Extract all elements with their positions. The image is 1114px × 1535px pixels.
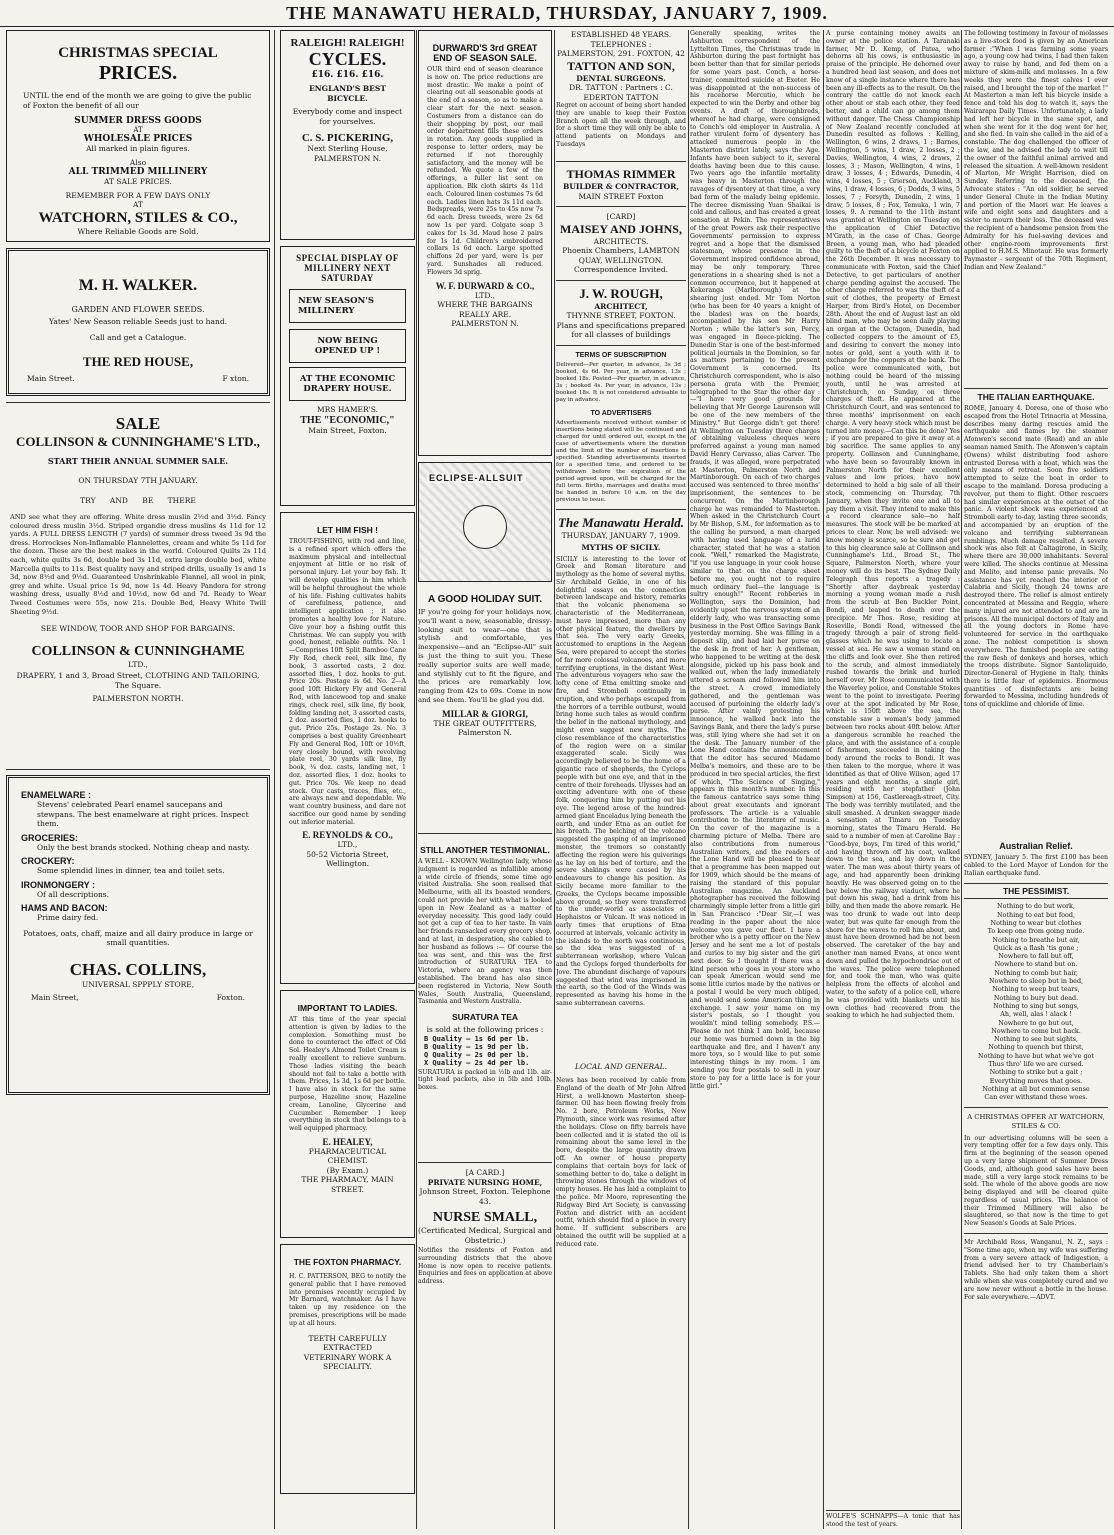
section-text: Some splendid lines in dinner, tea and toilet sets. — [37, 866, 225, 875]
tea-price: X Quality — 2s 4d per lb. — [424, 1058, 530, 1067]
firm-name: E. REYNOLDS & CO., — [302, 830, 393, 841]
sale-items: AND see what they are offering. White dress muslin 2½d and 3½d. Fancy coloured dress muslin 3½d. Striped organdie dress muslins 4s 11d for 12 yards. A FULL DRESS LENGTH (7 yards) of summer dress tweed 3s 9d the dress. Horrockses Non-Inflamable Flannelettes, cream and white 5s 11d for the dozen. These are the best makes in the world. Coloured Quilts 2s 11d each, white quilts 3s 6d, double bed 3s 11d, extra large double bed, white Marcella quilts to 11s. Best quality navy and striped drills, usually 1s and 1s 3d, now 8½d and 9½d. Guaranteed Unshrinkable Flannel, all wool in pink, grey and white. Usual price 1s 9d, now 1s 4d. Heavy Pandora for strong washing dress, usually 8½d and 10½d, now 6d and 7d. Ready to Wear Tweed Costumes were 55s, now 21s. Double Bed, Heavy White Twill Sheeting 9½d. — [10, 513, 266, 616]
address: Main Street. — [27, 374, 75, 383]
article-body: SYDNEY, January 5. The first £100 has been cabled to the Lord Mayor of London for the Italian earthquake fund. — [964, 854, 1108, 877]
divider — [964, 1107, 1108, 1108]
ad-line: ALL TRIMMED MILLINERY — [68, 167, 208, 177]
tea-heading: SURATURA TEA — [451, 1012, 519, 1023]
poem-line: Nowhere to sleep but in bed, — [988, 977, 1084, 986]
town: PALMERSTON N. — [451, 319, 519, 329]
divider — [556, 206, 686, 207]
ad-body: H. C. PATTERSON, BEG to notify the general public that I have removed into premises recently occupied by Mr Barnard, watchmaker. As I have taken up my residence on the premises, prescriptions will be made up at all hours. — [289, 1273, 406, 1327]
town: Foxton. — [216, 993, 245, 1002]
ad-title: SPECIAL DISPLAY OF MILLINERY NEXT SATURDAY — [296, 253, 399, 283]
firm-ltd: LTD., — [337, 840, 358, 850]
firm-sub: UNIVERSAL SPPPLY STORE, — [81, 979, 195, 989]
poem-line: Nothing to do but work, — [997, 902, 1075, 911]
card-label: [A CARD.] — [465, 1168, 505, 1177]
tea-packing: SURATURA is packed in ½lb and 1lb. air-tight lead packets, also in 5lb and 10lb. boxes. — [418, 1068, 552, 1092]
firm-sub: ARCHITECT, — [594, 301, 648, 311]
column-rule — [274, 30, 275, 1529]
divider — [556, 509, 686, 510]
tatton-dentists-ad — [556, 30, 686, 156]
ad-title: M. H. WALKER. — [78, 277, 198, 294]
tea-price: B Quality — 1s 6d per lb. — [424, 1034, 530, 1043]
sale-ad — [6, 408, 270, 764]
column-6 — [826, 30, 960, 1531]
poem-line: Everything moves that goes. — [989, 1076, 1083, 1085]
firm-name: TATTON AND SON, — [567, 58, 675, 73]
ad-line: AT — [133, 126, 143, 134]
ad-line: AT — [132, 200, 143, 209]
news-items: A purse containing money awaits an owner at the police station. A Taranaki farmer, Mr D. Kemp, of Patea, who dehorns all his cows, is enthusiastic in praise of the principle. He dehorned over a hundred head last season, and does not know of a single instance where there has been any ill-effects as to the result. On the contrary the cattle do not knock each other about or stab each other, they feed better, and a child can go among them without danger. The Chess Championship of New Zealand recently concluded at Dunedin resulted as follows : Kelling, Wellington, 6 wins, 2 draws, 1 ; Barnes, Wellington, 5 wins, 1 draw, 2 losses, 2 ; Davies, Wellington, 4 wins, 2 draws, 2 losses, 3 ; Mason, Wellington, 4 wins, 1 draw, 3 losses, 4 ; Edwards, Dunedin, 4 wins, 4 losses, 5 ; Grierson, Auckland, 3 wins, 1 draw, 4 losses, 6 ; Dodds, 3 wins, 5 losses, 7 ; Forsyth, Dunedin, 2 wins, 1 draw, 5 losses, 8 ; Fox, Temuka, 1 win, 7 losses, 9. A remand to the 11th instant was granted at Wellington on Tuesday on the application of Chief Detective M'Grath, in the case of Chas. George Breen, a young man, who had pleaded guilty to the theft of a bicycle at Foxton on the 26th December. It was necessary to communicate with Foxton, said the Chief Detective, to get particulars of another charge pending against the accused. The other charge referred to was the theft of a suit of clothes, the property of Ernest Harper, from Bird's Hotel, on December 28th. About the end of August last an old blind man, who may be seen daily playing an organ at the Octagon, Dunedin, had collected coppers to the amount of £5, and desiring to convert the money into notes or gold, sent a youth with it to exchange for the coppers at the bank. The police were communicated with, but nothing could be heard of the missing youth, until he was arrested at Christchurch, on Sunday, on three charges of theft. He appeared at the Christchurch Court, and was sentenced to three months' imprisonment on each charge. A very heavy stock which must be turned into money.—Can this be done? Yes ; if you are prepared to give it away at a big sacrifice. The same applies to any property. Collinson and Cunninghame, who have been so favourably known in Palmerston North for their excellent values and low prices, have now determined to hold a big sale of all their stock, commencing on Thursday, 7th January, when they invite one and all to pay them a visit. They intend to make this a record clearance sale—no half measures. The stock will be be marked at prices to clear. Now, be well advised: we know money is scarce, so be sure and get to this big clearance sale at Collinson and Cunninghame's Ltd., Broad St., The Square, Palmerston North, where your money will do its best. The Sydney Daily Telegraph thus reports a tragedy : "Shortly after daybreak yesterday morning a young woman made a rush from the scrub at Ben Buckler Point, Bondi, and leaped to death over the precipice. Mr Thos. Rose, residing at Roseville, Bondi Road, witnessed the tragedy through a pair of strong field-glasses which he was using to locate a vessel at sea. He saw a woman stand on the cliffs and look over. She then retired to the scrub, and almost immediately rushed towards the brink and hurled herself over. Mr Rose communicated with the Waverley police, and Constable Stokes went to the point to investigate. Peering over at the spot indicated by Mr Rose, which is 150ft above the sea, the constable saw a woman's body jammed between two rocks about 40ft below. After a dangerous scramble he reached the place, and with the assistance of a couple of fishermen, succeeded in taking the body around the rocks to Bondi. It was then taken to the morgue, where it was identified as that of Olive Wilson, aged 17 years and eight months, a single girl, residing with her stepfather (John Simpson) at 156, Castlereagh-street, City. The body was terribly mutilated, and the skull smashed. A drunken swagger made a sensation at Timaru on Tuesday morning, states the Timaru Herald. He said to a number of men at Caroline Bay : "Good-bye, boys, I'm tired of this world," and having thrown off his coat, walked down to the sea, and lay down in the water. The man was about thirty years of age, and had apparently been drinking heavily. He was observed going on to the bay below the railway viaduct, where he put down his swag, had a drink from his billy, and then made the above remark. He was too drunk to wade out into deep water, but was quite far enough from the shore for the waves to roll him about, and must have been drowned had he not been observed. The caretaker of the bay and another man named Evans, at once went down and pulled the hypochondriac out of the waves. The police were telephoned for, and took the man, who was quite helpless from the effects of alcohol and water, to the safety of a police cell, where he was provided with blankets until his own clothes had recovered from the soaking to which he had subjected them. — [826, 30, 960, 1020]
home-title: PRIVATE NURSING HOME, — [427, 1177, 543, 1187]
article-body: SICILY is interesting to the lover of Greek and Roman literature and mythology as the home of several myths. Sir Archibald Geikie, in one of his delightful essays on the connection between landscape and history, remarks that the volcanic phenomena so characteristic of the Mediterranean, must have impressed, more than any other physical feature, the dwellers by that sea. The very early Greeks, accustomed to eruptions in the Aegean Sea, were prepared to accept the stories of far more colossal volcanoes, and more terrifying eruptions, in the distant West. The adventurous voyagers who saw the lofty cone of Etna emitting smoke and fire, and Stromboli continually in eruption, and who perhaps escaped from the horrors of a terrible outburst, would bring home such tales as would confirm the belief in the national mythology, and might even suggest new myths. The close resemblance of the characteristics of the region were on a similar exaggerated scale. Sicily was accordingly believed to be the home of a gigantic race of shepherds, the Cyclops people with but one eye, and that in the centre of their foreheads. Ulysses had an exciting adventure with one of these folk, conquering him by putting out his eye. The legend arose of the hundred-armed giant Enceladus lying beneath the earth, and under Etna as an outlet for his breath. The belching of the volcano suggested the gasping of an imprisoned monster, the tremors so constantly affecting the region were his quiverings as he lay on his bed of torture, and the severe shakings were caused by his endeavours to change his position. As Sicily became more familiar to the Greeks, the Cyclops became impossible above ground, so they were transferred to the under-world as associates of Hephaistos or Vulcan. It was noticed in early times that eruptions of Etna occurred at intervals, volcanic activity in the islands to the north was continuous, so the idea was suggested of a subterranean workshop, where Vulcan and the Cyclops forged thunderbolts for Jove. The abundant discharge of vapours suggested that wind was imprisoned in the earth, so the God of the Winds was represented as having his home in the same subterranean caverns. — [556, 555, 686, 1007]
poem-line: Nothing to quench but thirst, — [988, 1043, 1084, 1052]
article-body: News has been received by cable from England of the death of Mr John Alfred Hirst, a well-known Masterton sheep-farmer. Oil has been flowing freely from No. 2 bore, Petroleum Works, New Plymouth, since work was resumed after the holidays. Close on fifty barrels have been collected and it is stated the oil is remaining about the same level in the bore, despite the large quantity drawn off. An owner of house property complains that certain boys for lack of something better to do, take a delight in throwing stones through the windows of empty houses. He has laid a complaint to the police. Mr Moore, representing the Ridgway Bird Art Society, is canvassing Foxton and district with an accident outfit, which should find a place in every home. If sufficient subscribers are obtained the outfit will be supplied at a reduced rate. — [556, 1077, 686, 1248]
ad-body: TROUT-FISHING, with rod and line, is a refined sport which offers the maximum physical and intellectual enjoyment at little or no risk of personal injury. Let your boy fish. It will develop qualities in him which will be helpful throughout the whole of his life. Fishing cultivates habits of carefulness, patience, and intelligent application ; it also promotes a healthy love for Nature. Give your boy a fishing outfit this Christmas. We can supply you with good, honest, reliable outfits. No. 1—Comprises 10ft Split Bamboo Cane Fly Rod, check reel, silk line, fly book, 3 assorted casts, 2 doz. assorted flies, 1 doz. hooks to gut. Price 20s. Postage is 6d. No. 2—A good 10ft Hickory Fly and General Rod, with lancewood top and snake rings, check reel, silk line, fly book, folding landing net, 3 assorted casts, 2 doz. assorted flies, 1 doz. hooks to gut. Price 25s. Postage 2s. No. 3 comprises a best quality Greenheart Fly and General Rod, 10ft or 10½ft, very closely bound, with revolving plate reel, 30 yards silk line, fly book, ¼ doz. casts, landing net, 1 doz. assorted flies, 1 doz. hooks to gut. Price 70s. We keep no dead stock. Our casts, traces, flies, etc., are always new and dependable. We want country business, and dare not sacrifice our good name by sending out inferior material. — [289, 538, 406, 826]
poem-line: Thus thro' life we are cursed. — [988, 1060, 1084, 1069]
firm-sub: PHARMACEUTICAL CHEMIST. — [308, 1146, 387, 1166]
town: Wellington. — [325, 859, 370, 869]
section-heading: LOCAL AND GENERAL. — [575, 1061, 667, 1071]
ad-subtitle: PRICES. — [98, 62, 178, 84]
address: THE PHARMACY, MAIN STREET. — [301, 1175, 394, 1194]
pessimist-poem — [964, 902, 1108, 1101]
poem-line: Nowhere to stand but on. — [994, 960, 1078, 969]
tea-subheading: is sold at the following prices : — [426, 1025, 544, 1035]
divider — [6, 769, 270, 770]
column-rule — [416, 30, 417, 1529]
ad-title: CHRISTMAS SPECIAL — [58, 45, 218, 61]
sale-date: ON THURSDAY 7TH JANUARY. — [78, 476, 198, 485]
news-items: The following testimony in favour of molasses as a live-stock food is given by an American farmer :"When I was farming some years ago, a young cow had twins, I had then taken away to raise by hand, and fed them on a mixture of skim-milk and molasses. In a few weeks they were the finest calves I ever raised, and I brought the top of the market !" At Masterton a man left his bicycle inside a fence and told his dog to watch it, says the Wairarapa Daily Times. Unfortunately, a lady had left her bicycle in the same spot, and when she went for it the dog went for her, and she fled. In vain she called in the aid of a constable. The dog challenged the officer of the law, and he advised the lady to wait till the owner of the faithful animal arrived and released the situation. A well-known resident of Marton, Mr Wright Harrison, died on Sunday. Referring to the deceased, the Advocate states : "An old soldier, he served under General Chute in the Indian Mutiny and portion of the Maori war. He leaves a wife and eight sons and daughters and a sister to mourn their loss. The deceased was the recipient of a handsome pension from the Admiralty for his fuel-saving devices and other engine-room improvements first applied to H.M.S. Minotaur. He was formerly Paymaster - sergeant of the 70th Regiment, Indian and New Zealand." — [964, 30, 1108, 271]
column-4 — [556, 30, 686, 1531]
article-title: Australian Relief. — [999, 841, 1073, 851]
address: Main Street, — [31, 993, 79, 1002]
firm-ltd: LTD., — [475, 290, 495, 300]
column-3 — [418, 30, 552, 1531]
section-text: Prime dairy fed. — [37, 913, 99, 922]
ad-line: REMEMBER FOR A FEW DAYS ONLY — [65, 190, 211, 200]
section-heading: HAMS AND BACON: — [21, 903, 108, 913]
poem-line: To keep one from going nude. — [987, 927, 1085, 936]
poem-line: Nothing to weep but tears, — [992, 985, 1080, 994]
ad-title: LET HIM FISH ! — [317, 525, 378, 535]
ad-line: SEE WINDOW, TOOR AND SHOP FOR BARGAINS. — [40, 624, 236, 634]
ad-body: AT this time of the year special attention is given by ladies to the complexion. Something must be done to counteract the effect of Old Sol. Healey's Almond Toilet Cream is really excellent to relieve sunburn. Those ladies visiting the beach should not fail to take a bottle with them. Prices, 1s 3d, 1s 6d per bottle. I have also in stock for the same purpose, Hazeline snow, Hazeline cream, Lanoline, Glycerine and Cucumber. Remember I keep everything in stock that belongs to a well equipped pharmacy. — [289, 1016, 406, 1133]
address: Next Sterling House, — [307, 144, 388, 153]
ladies-ad — [280, 990, 415, 1238]
address: Main Street, Foxton. — [308, 425, 387, 435]
section-heading: GROCERIES: — [21, 832, 79, 843]
ad-title: THE FOXTON PHARMACY. — [293, 1257, 402, 1267]
firm-name: NURSE SMALL, — [432, 1210, 538, 1225]
town: PALMERSTON N. — [313, 153, 382, 163]
card-label: [CARD] — [606, 212, 636, 221]
durward-sale-ad — [418, 30, 552, 456]
news-items: Generally speaking, writes the Ashburton correspondent of the Lyttelton Times, the Christmas trade in Ashburton during the past fortnight has been better than that for similar periods for some years past. Conch, a horse-trainer, committed suicide at Exeter. He was disappointed at the non-success of his racehorse Mercutio, which he expected to win the Derby and other big events. A draft of thoroughbreds, whereof he had charge, were consigned to Conch's old employer in Australia. A rather virulent form of dysentery has attacked numerous people in the Masterton district lately, says the Age. Infants have been subject to it, several deaths having been due to this cause. Two years ago the infantile mortality was heavy in Masterton through the ravages of dysentery at that time, a very bad form of the malady being epidemic. The decree dismissing Yuan Shaikai is cold and callous, and has created a great sensation at Pekin. The representatives of the great Powers ask their respective Governments' permission to express regret and a hope that the dismissed statesman, whose presence in the Government inspired confidence abroad, may be only temporary. Three generations in a shearing shed is not a common occurrence, but it happened at Kekeranga (Marlborough) at the shearing just ended. Mr Tom Norton (who has been for 40 years a knight of the blades) was on the boards, accompanied by his son Mr Harry Norton ; while the latter's son, Percy, was engaged in fleece-picking. The Dunedin Star is one of the best-informed political journals in the Dominion, so far as matters pertaining to the present Government is concerned. Its Christchurch correspondent, who is also persona grata with the Premier, telegraphed to the Star the other day :—"I have very good grounds for believing that Mr George Laurenson will be one of the new members of the Ministry." But George didn't get there! At Wellington on Tuesday three charges of obtaining valueless cheques were preferred against a young man named David Henry Carvasso, alias Carver. The frauds, it was alleged, were perpetrated at Masterton, Palmerston North and Martinborough. On each of two charges accused was sentenced to three months' imprisonment, the sentences to be concurrent. On the Martinborough charge he was remanded to Masterton. When asked in the Christchurch Court by Mr Bishop, S.M., for information as to the calling he pursued, a man charged with having used language of a lurid character, stated that he was a station cook. "Well," remarked the Magistrate, "if you use language in your cook house similar to that on the charge sheet before me, you ought not to require much ordinary fuel—the language is sultry enough!" Recent robberies in Wellington, says the Dominion, had evidently upset the nervous system of an elderly lady, who was transacting some business in the Post Office Savings Bank yesterday morning. She was filling in a deposit slip, and had laid her purse on the desk in front of her. A gentleman, who happened to be writing at the desk alongside, picked up his pass book and walked out, when the lady immediately uttered a scream and followed him into the street. A crowd immediately gathered, and the gentleman was accused of purloining the elderly lady's purse. After vainly protesting his innocence, he walked back into the Savings Bank, and there the lady's purse was, still lying where she had set it on the desk. The January number of the Lone Hand contains the announcement that the editor has secured Madame Melba's memoirs, and these are to be produced in two special articles, the first of which, "The Science of Singing," appears in this month's number. In this the famous cantatrice says some thing about great executants and ignorant professors. The article is a valuable contribution to the literature of music. On the cover of the magazine is a charming picture of Melba. There are also contributions from numerous Australian writers, and the readers of the Lone Hand will be pleased to hear that a programme has been mapped out for 1909, which should be the means of raising the standard of this popular Australian magazine. An Auckland photographer has received the following charmingly simple letter from a little girl in San Francisco :"Dear Sir,—I was reading in the paper about the nice welcome you gave our fleet. I have a brother who is a petty officer on the New Jersey and he sent me a lot of postals and curios to my big sister and the girl next door. So I thought if there was a kind person who goes in your store who can speak American would send me some little curios made by the natives or a postal I would be very much obliged, and would send some American thing in exchange. I saw your name on my sister's postals, so I thought you wouldn't mind telling somebody. P.S.—Please do not think I am bold, because our home was burned down in the big earthquake and fire, and I haven't any more toys, so I would like to put some interesting things in my room. I am sending you four postals to sell in your store to pay for a little lace is for your little girl." — [690, 30, 820, 1090]
ad-title: STILL ANOTHER TESTIMONIAL. — [420, 845, 550, 855]
divider — [418, 833, 552, 834]
paper-date: THURSDAY, JANUARY 7, 1909. — [561, 530, 681, 540]
poem-line: Nowhere to come but back. — [991, 1026, 1081, 1035]
illustration-disc — [463, 505, 507, 549]
firm-name: COLLINSON & CUNNINGHAME — [31, 643, 245, 659]
poem-line: Nothing to comb but hair, — [994, 968, 1078, 977]
poem-line: Nothing at all but common sense — [982, 1084, 1090, 1093]
address: Phoenix Chambers, LAMBTON QUAY, WELLINGTON. — [562, 246, 680, 265]
holiday-suit-ad — [418, 588, 552, 828]
section-text: Stevens' celebrated Pearl enamel saucepans and stewpans. The best enamelware at right prices. Inspect them. — [37, 800, 249, 828]
address-row — [27, 374, 249, 384]
ad-line: ENGLAND'S BEST BICYCLE. — [309, 84, 386, 103]
firm-sub: (Certificated Medical, Surgical and Obstetric.) — [418, 1226, 552, 1245]
firm-tagline: WHERE THE BARGAINS REALLY ARE. — [437, 300, 533, 319]
column-7 — [964, 30, 1108, 1531]
collins-store-ad — [6, 775, 270, 1095]
firm-name: C. S. PICKERING, — [301, 132, 394, 144]
firm-name: COLLINSON & CUNNINGHAME'S LTD., — [15, 434, 261, 449]
ad-line: MRS HAMER'S. — [317, 405, 378, 414]
firm-partners: DR. TATTON : Partners : C. EDERTON TATTON — [569, 83, 673, 102]
shop-name: THE RED HOUSE, — [82, 354, 194, 369]
notice-body: Advertisements received without number of insertions being stated will be continued and charged for until ordered out, except in the case of advertisements where the duration and the limit of the number of insertions is specified. Standing advertisements inserted for a specified time, and ordered to be withdrawn before the expiration of the period agreed upon, will be charged for the full term. Births, marriages and deaths must be handed in before 10 a.m. on the day previous to issue. — [556, 419, 686, 503]
firm-sub: THE GREAT OUTFITTERS, — [433, 718, 537, 728]
tea-price-list — [424, 1035, 552, 1067]
firm-tagline: Where Reliable Goods are Sold. — [77, 226, 199, 236]
column-rule — [961, 30, 962, 1529]
ad-line: SUMMER DRESS GOODS — [74, 116, 202, 126]
notice-body: Delivered—Per quarter, in advance, 3s 3d ; booked, 4s 6d. Per year, in advance, 13s ; booked 18s. Posted—Per quarter, in advance, 3s ; booked 4s. Per year, in advance, 13s ; booked 18s. It is not considered advisable to pay in advance. — [556, 361, 686, 403]
ad-line: AT SALE PRICES. — [104, 177, 172, 186]
column-5 — [690, 30, 820, 1531]
ad-title: SALE — [115, 414, 161, 433]
article-title: THE ITALIAN EARTHQUAKE. — [964, 388, 1108, 402]
poem-line: Nothing to eat but food, — [996, 910, 1076, 919]
ad-line: Correspondence Invited. — [573, 265, 669, 274]
ad-line: Yates' New Season reliable Seeds just to hand. — [48, 317, 227, 326]
wolfe-ad: WOLFE'S SCHNAPPS—A tonic that has stood the test of years. — [826, 1510, 960, 1529]
ad-body: Notifies the residents of Foxton and surrounding districts that the above Home is now open to receive patients. Enquiries and fees on application at above address. — [418, 1247, 552, 1286]
poem-line: Nothing to see but sights, — [994, 1035, 1078, 1044]
poem-title: THE PESSIMIST. — [964, 883, 1108, 899]
article-title: MYTHS OF SICILY. — [581, 543, 661, 552]
firm-address: DRAPERY, 1 and 3, Broad Street, CLOTHING AND TAILORING, The Square. — [16, 671, 260, 690]
ad-box: AT THE ECONOMIC DRAPERY HOUSE. — [289, 367, 406, 401]
ad-price: £16. £16. £16. — [311, 70, 384, 80]
ad-box: NEW SEASON'S MILLINERY — [289, 289, 406, 323]
ad-body: A WELL - KNOWN Wellington lady, whose judgment is regarded as infallible among a wide circle of friends, some time ago visited Australia. She soon realised that Melbourne, with all its boasted wonders, could not provide her with what is looked upon in New Zealand as a matter of everyday necessity. This good lady could not get a cup of tea to her taste. In vain her friends ransacked every grocery shop, and at last, in desperation, she cabled to her husband as follows :— Of course the tea was sent, and this was the first introduction of SURATURA TEA to Victoria, where an agency was then established. The brand has also since been registered in Victoria, New South Wales, South Australia, Queensland, Tasmania and Western Australia. — [418, 858, 552, 1006]
suratura-tea-ad — [418, 839, 552, 1157]
millinery-ad — [280, 246, 415, 506]
eclipse-suit-illustration — [418, 462, 552, 582]
poem-line: Ah, well, alas ! alack ! — [1000, 1010, 1072, 1019]
ad-line: All marked in plain figures. — [86, 144, 190, 153]
divider — [964, 1233, 1108, 1234]
ad-line: GARDEN AND FLOWER SEEDS. — [71, 305, 205, 314]
ad-line: TELEPHONES : — [590, 39, 652, 49]
ad-body: OUR third end of season clearance is now on. The price reductions are most drastic. We make a point of clearing out all seasonable goods at the end of a season, so as to make a clear start for the next season. Costumers from a distance can do their shopping by post, our mail order department fills these orders in rotation. Any goods supplied in response to letter orders, may be returned if not thoroughly satisfactory, and the money will be refunded. We quote a few of the offerings, a fuller list sent on application. Blk cloth skirts 4s 11d each. Coloured linen costumes 7s 6d each. Ladies linen hats 3s 11d each. Bedspreads, were 25s to 45s now 7s 6d each. Dress tweeds, were 2s 6d now 1s per yard. Colgate soap 3 cakes for 1s 3d. Maud hose 2 pairs for 1s 1d. Children's embroidered collars 1s 6d each. Large spotted chiffons 2d per yard, were 1s per yard. Sunshades all reduced. Flowers 3d sprig. — [427, 66, 543, 276]
ad-line: TRY AND BE THERE — [80, 495, 196, 505]
poem-line: Nowhere to fall but off, — [998, 952, 1074, 961]
firm-name: MILLAR & GIORGI, — [442, 708, 528, 719]
poem-line: Nowhere to go but out, — [998, 1018, 1074, 1027]
ad-line: Also — [129, 157, 147, 167]
divider — [556, 161, 686, 162]
poem-line: Nothing to wear but clothes — [990, 918, 1082, 927]
column-rule — [823, 30, 824, 1529]
poem-line: Nothing to sing but songs, — [993, 1001, 1079, 1010]
ad-title: A GOOD HOLIDAY SUIT. — [427, 594, 543, 605]
column-2 — [280, 30, 415, 1531]
firm-sub: DENTAL SURGEONS. — [576, 73, 666, 83]
tea-price: B Quality — 1s 9d per lb. — [424, 1042, 530, 1051]
ad-line: VETERINARY WORK A SPECIALITY. — [303, 1352, 392, 1372]
ad-subtitle: CYCLES. — [308, 49, 387, 69]
firm-name: W. F. DURWARD & CO., — [435, 280, 535, 291]
poem-line: Quick as a flash 'tis gone ; — [993, 943, 1079, 952]
pharmacy-ad — [280, 1244, 415, 1494]
walker-seeds-ad — [6, 248, 270, 396]
poem-line: Nothing to strike but a gait ; — [989, 1068, 1083, 1077]
article-title: A CHRISTMAS OFFER AT WATCHORN, STILES & CO. — [967, 1112, 1105, 1131]
notice-heading: TO ADVERTISERS — [590, 409, 652, 417]
testimonial-ad: Mr Archibald Ross, Wanganui, N. Z., says : "Some time ago, when my wife was suffering from a very severe attack of Indigestion, a friend advised her to try Chamberlain's Tablets. She had only taken them a short while when she was completely cured and we are now never without a bottle in the house. For sale everywhere.—ADVT. — [964, 1239, 1108, 1301]
firm-name: MAISEY AND JOHNS, — [560, 221, 682, 236]
column-rule — [554, 30, 555, 1529]
christmas-prices-ad — [6, 30, 270, 242]
ad-line: ESTABLISHED 48 YEARS. — [570, 30, 672, 39]
column-1 — [6, 30, 270, 1531]
tea-price: Q Quality — 2s 0d per lb. — [424, 1050, 530, 1059]
ad-line: START THEIR ANNUAL SUMMER SALE. — [47, 456, 229, 466]
firm-sub: BUILDER & CONTRACTOR, — [562, 182, 680, 191]
article-body: ROME, January 4. Doresa, one of those who escaped from the Hotel Trinacria at Messina, describes many daring rescues amid the earthquake and flames by the steamer Afonwen's second mate (Read) and an able seaman named Smith. The Afonwen's captain (Owens) whilst distributing food ashore entrusted Doresa with a boat, which was the only means of retreat. Soon five soldiers attempted to seize the boat in order to escape to the mainland. Doresa producing a revolver, put them to flight. Other rescuers had similar experiences at the outset of the panic. A violent shock was experienced at Stromboli early to-day, lasting three seconds, and accompanied by an eruption of the volcano and terrifying subterranean rumblings. Much damage resulted. A severe shock was also felt at Caltagirone, in Sicily, where there are 30,000 inhabitants. Several were killed. The shocks continue at Messina and Melito, and intense panic prevails. No assistance has yet reached the interior of Calabria and Sicily, though 24 towns are destroyed there. The relief is almost entirely concentrated at Messina and Reggio, where many injured are not attended to and are in prisons. All the municipal doctors of Italy and all the young doctors in Rome have volunteered for service in the earthquake zone. The noblest competition is shown everywhere. The famished people are eating the raw flesh of donkeys and horses, which the troops distribute. Signor Santoliquido, Director-General of Hygiene in Italy, thinks there is little fear of epidemics. Enormous quantities of disinfectants are being forwarded to Messina, including hundreds of tons of quicklime and chloride of lime. — [964, 405, 1108, 709]
raleigh-cycles-ad — [280, 30, 415, 240]
firm-name: THE "ECONOMIC," — [300, 414, 395, 426]
town: F xton. — [222, 374, 249, 383]
ad-title: RALEIGH! RALEIGH! — [290, 37, 405, 49]
ad-box: NOW BEING OPENED UP ! — [289, 329, 406, 363]
poem-line: Can ever withstand these woes. — [984, 1093, 1088, 1102]
ad-line: Plans and specifications prepared for all classes of buildings — [556, 320, 686, 339]
section-heading: ENAMELWARE : — [21, 790, 92, 800]
firm-exam: (By Exam.) — [326, 1165, 369, 1175]
address: MAIN STREET Foxton — [578, 191, 664, 201]
nursing-home-ad — [418, 1168, 552, 1348]
poem-line: Nothing to bury but dead. — [993, 993, 1079, 1002]
ad-title: IMPORTANT TO LADIES. — [297, 1003, 398, 1013]
firm-ltd: LTD., — [128, 659, 148, 669]
notice-heading: TERMS OF SUBSCRIPTION — [575, 351, 667, 359]
ad-body: UNTIL the end of the month we are going to give the public of Foxton the benefit of all our — [23, 91, 252, 110]
firm-name: WATCHORN, STILES & CO., — [38, 209, 238, 226]
address-row — [31, 993, 245, 1003]
poem-line: Nothing to have but what we've got — [978, 1051, 1094, 1060]
address: 50-52 Victoria Street, — [306, 849, 389, 859]
fishing-ad — [280, 512, 415, 984]
section-heading: CROCKERY: — [21, 856, 75, 866]
divider — [6, 402, 270, 403]
firm-town: PALMERSTON NORTH. — [92, 694, 184, 704]
paper-title: The Manawatu Herald. — [557, 514, 685, 530]
illustration-label: ECLIPSE-ALLSUIT — [429, 473, 524, 483]
firm-name: E. HEALEY, — [322, 1136, 373, 1147]
address: Johnson Street, Foxton. Telephone 43. — [419, 1187, 551, 1206]
ad-line: Call and get a Catalogue. — [89, 332, 187, 342]
ad-title: DURWARD'S 3rd GREAT END OF SEASON SALE. — [432, 43, 538, 63]
firm-sub: ARCHITECTS. — [593, 236, 649, 246]
poem-line: Nothing to breathe but air, — [992, 935, 1080, 944]
firm-name: J. W. ROUGH, — [579, 285, 663, 301]
masthead: THE MANAWATU HERALD, THURSDAY, JANUARY 7, 1909. — [0, 0, 1114, 27]
ad-line: Everybody come and inspect for yourselves. — [292, 107, 403, 126]
ad-body: IF you're going for your holidays now, you'll want a new, seasonable, dressy-looking suit to wear—one that is stylish and comfortable, yes inexpensive—and an "Eclipse-All" suit is just the thing to suit you. These really superior suits are well made, and stylishly cut to fit the figure, and the prices are remarkably low, ranging from 42s to 69s. Come in now and see them. You'll be glad you did. — [418, 608, 552, 704]
ad-body: Regret on account of being short handed they are unable to keep their Foxton Branch open all the week through, and for a short time they will only be able to attend patients on Mondays and Tuesdays — [556, 102, 686, 148]
divider — [556, 280, 686, 281]
divider — [418, 1162, 552, 1163]
section-heading: IRONMONGERY : — [21, 879, 96, 890]
ad-line: WHOLESALE PRICES — [83, 134, 193, 144]
address: THYNNE STREET, FOXTON. — [566, 311, 676, 320]
divider — [556, 345, 686, 346]
firm-name: CHAS. COLLINS, — [69, 959, 207, 979]
section-text: Only the best brands stocked. Nothing cheap and nasty. — [37, 842, 250, 852]
firm-name: THOMAS RIMMER — [566, 167, 676, 181]
section-text: Potatoes, oats, chaff, maize and all dairy produce in large or small quantities. — [23, 928, 253, 947]
article-body: In our advertising columns will be seen a very tempting offer for a few days only. This firm at the beginning of the season opened up a very large shipment of Summer Dress Goods, and, although good sales have been made, still a very large stock remains to be sold. The whole of the above goods are now being displayed and will be cleared quite regardless of usual prices. The balance of their Trimmed Millinery will also be slaughtered, so that now is the time to get New Season's Goods at Sale Prices. — [964, 1134, 1108, 1228]
section-text: Of all descriptions. — [37, 889, 110, 899]
ad-line: PALMERSTON, 291. FOXTON, 42 — [557, 49, 685, 58]
town: Palmerston N. — [458, 728, 512, 738]
column-rule — [688, 30, 689, 1529]
ad-line: TEETH CAREFULLY EXTRACTED — [308, 1333, 387, 1353]
